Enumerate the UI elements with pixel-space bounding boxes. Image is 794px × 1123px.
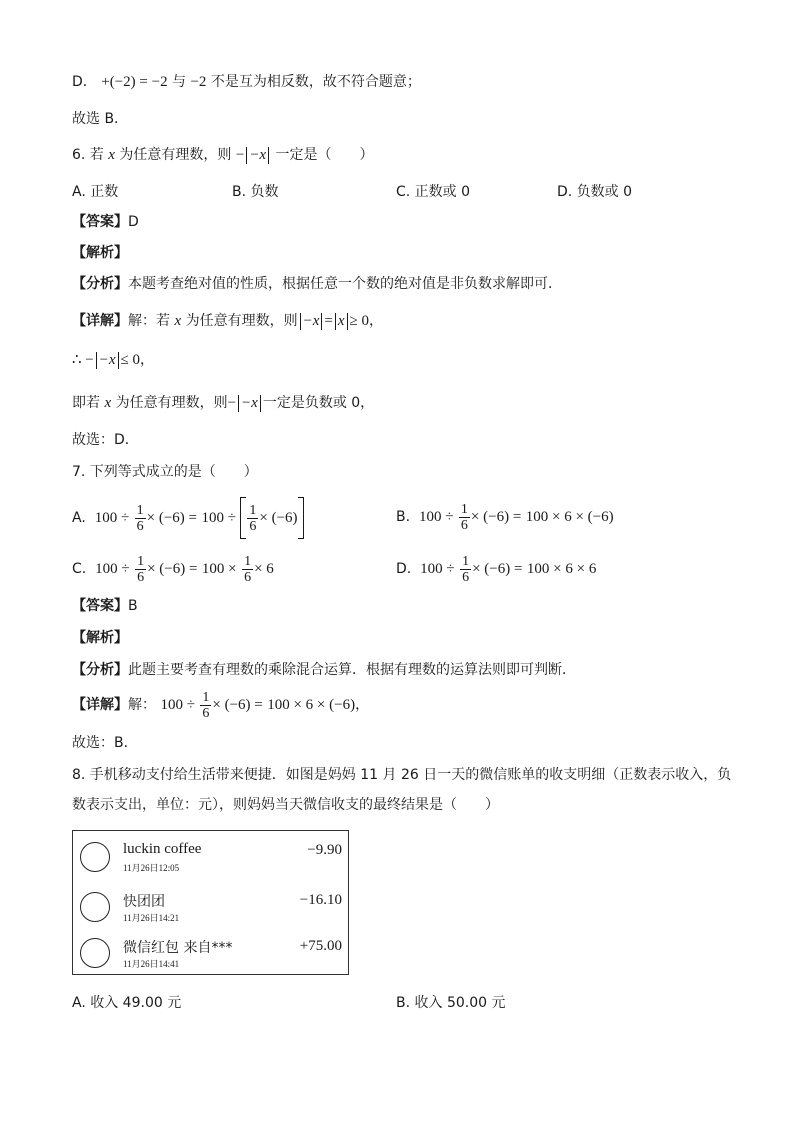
q7-xiangjie [72,685,369,725]
q7-stem: 7. 下列等式成立的是（ ） [72,464,258,480]
q6-choose: 故选：D． [72,432,139,448]
bill-time: 11月26日12:05 [123,863,180,873]
ji-b: 为任意有理数，则 [115,395,228,411]
q7-lhs-a: 100 ÷ [94,510,130,526]
answer-value: D [128,214,139,230]
bill-row [73,834,348,874]
bill-time: 11月26日14:21 [123,913,180,923]
frac-den: 6 [136,518,144,534]
abs-bar [246,147,247,164]
q8-stem-line1: 8. 手机移动支付给生活带来便捷．如图是妈妈 11 月 26 日一天的微信账单的收支明细（正数表示收入，负 [72,767,732,783]
therefore-c: ≤ 0 [120,352,141,368]
frac-num: 1 [136,502,144,518]
q6-stem-expr-a: − [235,147,245,163]
abs-bar [260,395,261,412]
ji-c: 一定是负数或 0， [262,395,375,411]
ji-a: 即若 [72,395,100,411]
therefore-a: ∴ − [72,352,94,368]
frac-den: 6 [462,569,470,585]
ji-var: x [104,395,112,411]
frac-den: 6 [137,569,145,585]
bill-merchant: 微信红包 来自*** [123,940,233,956]
bill-row [73,930,348,970]
q7-fenxi [72,660,576,680]
q7-opt-label: A. [72,510,86,526]
q6-xiangjie [72,311,383,331]
q7-lhs-a: 100 ÷ [420,561,455,577]
xiangjie-b: 为任意有理数，则 [185,313,298,329]
answer-tag: 【答案】 [72,214,128,230]
q7-c-rhs-b: × 6 [254,561,274,577]
fenxi-text: 此题主要考查有理数的乘除混合运算．根据有理数的运算法则即可判断． [128,662,576,678]
q7-lhs-b: × (−6) = [470,509,522,525]
analysis-tag: 【解析】 [72,245,128,261]
bill-row [73,884,348,924]
xiangjie-tag: 【详解】 [72,313,128,329]
frac-den: 6 [202,705,210,721]
q6-option-c: C. 正数或 0 [396,184,471,200]
q7-lhs-a: 100 ÷ [95,561,130,577]
q7-opt-label: B. [396,509,411,525]
xiangjie-a: 解： [128,697,156,713]
q7-lhs-b: × (−6) = [146,510,197,526]
q6-option-b: B. 负数 [232,184,279,200]
q8-stem-line2: 数表示支出，单位：元），则妈妈当天微信收支的最终结果是（ ） [72,797,499,813]
bill-amount: −16.10 [299,892,342,908]
fraction-one-sixth [459,502,470,533]
fenxi-tag: 【分析】 [72,662,128,678]
frac-num: 1 [244,553,252,569]
fraction-one-sixth [200,690,211,721]
q7-option-c [72,549,274,589]
frac-den: 6 [244,569,252,585]
abs-bar [238,395,239,412]
frac-num: 1 [462,553,470,569]
xiangjie-ge: ≥ 0 [349,313,369,329]
bill-time: 11月26日14:41 [123,959,180,969]
q6-therefore [72,350,154,370]
q7-a-rhs-a: 100 ÷ [201,510,236,526]
xiangjie-end: ， [355,697,370,713]
q7-choose: 故选：B． [72,735,138,751]
q5-d-prefix: D． [72,74,97,90]
frac-num: 1 [460,501,468,517]
q7-analysis-tag [72,628,128,648]
right-bracket [298,497,304,539]
q6-ji [72,393,374,413]
xiangjie-var: x [174,313,182,329]
bill-amount: −9.90 [307,842,342,858]
q7-lhs-b: × (−6) = [212,697,263,713]
q7-opt-label: D. [396,561,412,577]
xiangjie-eq: = [324,313,333,329]
left-bracket [240,497,246,539]
q6-stem-c: 一定是（ ） [275,147,374,163]
q6-fenxi [72,274,562,294]
q6-stem-a: 6. 若 [72,147,104,163]
bill-merchant: luckin coffee [123,841,202,857]
q7-answer [72,596,138,616]
q7-b-rhs: 100 × 6 × (−6) [525,509,614,525]
xiangjie-expr1: −x [302,313,320,329]
q7-lhs-b: × (−6) = [472,561,523,577]
q6-analysis-tag [72,243,128,263]
q7-opt-label: C. [72,561,87,577]
q6-stem-expr-b: −x [249,147,267,163]
ji-expr-b: −x [241,395,258,411]
fenxi-tag: 【分析】 [72,276,128,292]
therefore-b: −x [98,352,116,368]
q7-d-rhs: 100 × 6 × 6 [526,561,597,577]
abs-bar [96,352,97,369]
q7-lhs-b: × (−6) = [147,561,198,577]
q6-stem-var: x [108,147,115,163]
answer-tag: 【答案】 [72,598,128,614]
xiangjie-expr2: x [337,313,345,329]
avatar-circle-icon [80,892,110,922]
q5-choose: 故选 B． [72,111,129,127]
ji-expr-a: − [227,395,237,411]
fraction-one-sixth [247,503,258,534]
q8-option-b: B. 收入 50.00 元 [396,995,506,1011]
q7-a-rhs-b: × (−6) [259,510,298,526]
abs-bar [118,352,119,369]
q5-option-d [72,72,421,92]
frac-num: 1 [249,502,257,518]
abs-bar [321,313,322,330]
analysis-tag: 【解析】 [72,630,128,646]
avatar-circle-icon [80,938,110,968]
bill-merchant: 快团团 [123,894,165,910]
frac-num: 1 [137,553,145,569]
xiangjie-end: ， [368,313,383,329]
abs-bar [335,313,336,330]
q6-option-a: A. 正数 [72,184,119,200]
q7-c-rhs-a: 100 × [201,561,237,577]
q6-answer [72,212,139,232]
frac-den: 6 [460,517,468,533]
q5-d-expr2: −2 [190,74,207,90]
q8-option-a: A. 收入 49.00 元 [72,995,182,1011]
q7-option-a [72,497,304,539]
wechat-bill-panel [72,830,349,975]
fenxi-text: 本题考查绝对值的性质，根据任意一个数的绝对值是非负数求解即可． [128,276,562,292]
q7-b-rhs: 100 × 6 × (−6) [267,697,356,713]
q7-lhs-a: 100 ÷ [160,697,195,713]
therefore-end: ， [140,352,155,368]
xiangjie-a: 解：若 [128,313,170,329]
abs-bar [268,147,269,164]
fraction-one-sixth [460,554,471,585]
q6-stem-b: 为任意有理数，则 [119,147,232,163]
fraction-one-sixth [135,554,146,585]
q7-option-d [396,549,596,589]
abs-bar [300,313,301,330]
q5-d-mid: 与 [172,74,187,90]
q5-d-suffix: 不是互为相反数，故不符合题意； [210,74,421,90]
avatar-circle-icon [80,842,110,872]
q6-option-d: D. 负数或 0 [557,184,633,200]
q7-lhs-a: 100 ÷ [418,509,454,525]
abs-bar [347,313,348,330]
q7-option-b [396,497,614,537]
fraction-one-sixth [242,554,253,585]
answer-value: B [128,598,138,614]
fraction-one-sixth [135,503,146,534]
q6-stem [72,145,374,165]
frac-den: 6 [249,518,257,534]
xiangjie-tag: 【详解】 [72,697,128,713]
q5-d-expr: +(−2) = −2 [101,74,168,90]
bill-amount: +75.00 [299,938,342,954]
frac-num: 1 [202,689,210,705]
